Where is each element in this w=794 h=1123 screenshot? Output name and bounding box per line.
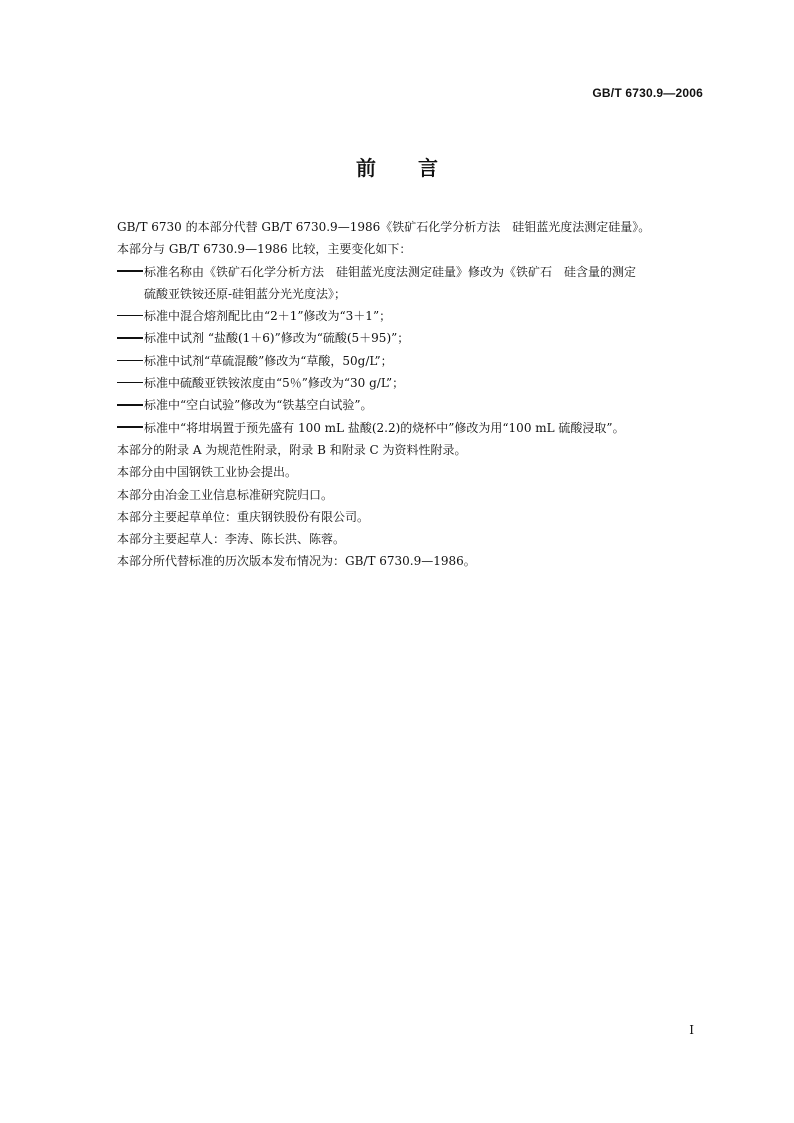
paragraph: GB/T 6730 的本部分代替 GB/T 6730.9—1986《铁矿石化学分析方法 硅钼蓝光度法测定硅量》。 (117, 220, 651, 234)
change-item (117, 372, 707, 394)
paragraph: 本部分主要起草单位：重庆钢铁股份有限公司。 (117, 509, 370, 524)
change-item (117, 417, 707, 439)
paragraph: 本部分的附录 A 为规范性附录，附录 B 和附录 C 为资料性附录。 (117, 442, 467, 457)
paragraph: 本部分所代替标准的历次版本发布情况为：GB/T 6730.9—1986。 (117, 554, 476, 569)
change-item (117, 261, 707, 283)
standard-code: GB/T 6730.9—2006 (592, 86, 703, 100)
em-dash-marker (117, 360, 143, 362)
em-dash-marker (117, 404, 143, 406)
foreword-body (117, 216, 707, 573)
em-dash-marker (117, 382, 143, 384)
change-text: 标准中硫酸亚铁铵浓度由“5％”修改为“30 g/L”； (144, 376, 405, 391)
change-item (117, 394, 707, 416)
change-item-continuation: 硫酸亚铁铵还原-硅钼蓝分光光度法》； (144, 286, 347, 301)
em-dash-marker (117, 426, 143, 428)
change-text: 标准中试剂“草硫混酸”修改为“草酸，50g/L”； (144, 353, 393, 368)
change-item (117, 350, 707, 372)
change-item (117, 327, 707, 349)
em-dash-marker (117, 337, 143, 339)
page-number: I (689, 1023, 694, 1037)
change-text: 标准名称由《铁矿石化学分析方法 硅钼蓝光度法测定硅量》修改为《铁矿石 硅含量的测定 (144, 264, 637, 279)
page-title: 前言 (356, 156, 480, 180)
change-text: 标准中“空白试验”修改为“铁基空白试验”。 (144, 398, 373, 413)
paragraph: 本部分由中国钢铁工业协会提出。 (117, 465, 298, 480)
change-item (117, 305, 707, 327)
change-text: 标准中“将坩埚置于预先盛有 100 mL 盐酸(2.2)的烧杯中”修改为用“100 mL 硫酸浸取”。 (144, 420, 625, 435)
change-text: 标准中混合熔剂配比由“2＋1”修改为“3＋1”； (144, 309, 392, 324)
paragraph: 本部分由冶金工业信息标准研究院归口。 (117, 487, 334, 502)
em-dash-marker (117, 270, 143, 272)
paragraph: 本部分主要起草人：李涛、陈长洪、陈蓉。 (117, 532, 346, 547)
paragraph: 本部分与 GB/T 6730.9—1986 比较，主要变化如下： (117, 242, 412, 257)
change-text: 标准中试剂 “盐酸(1＋6)”修改为“硫酸(5＋95)”； (144, 331, 410, 346)
em-dash-marker (117, 315, 143, 317)
